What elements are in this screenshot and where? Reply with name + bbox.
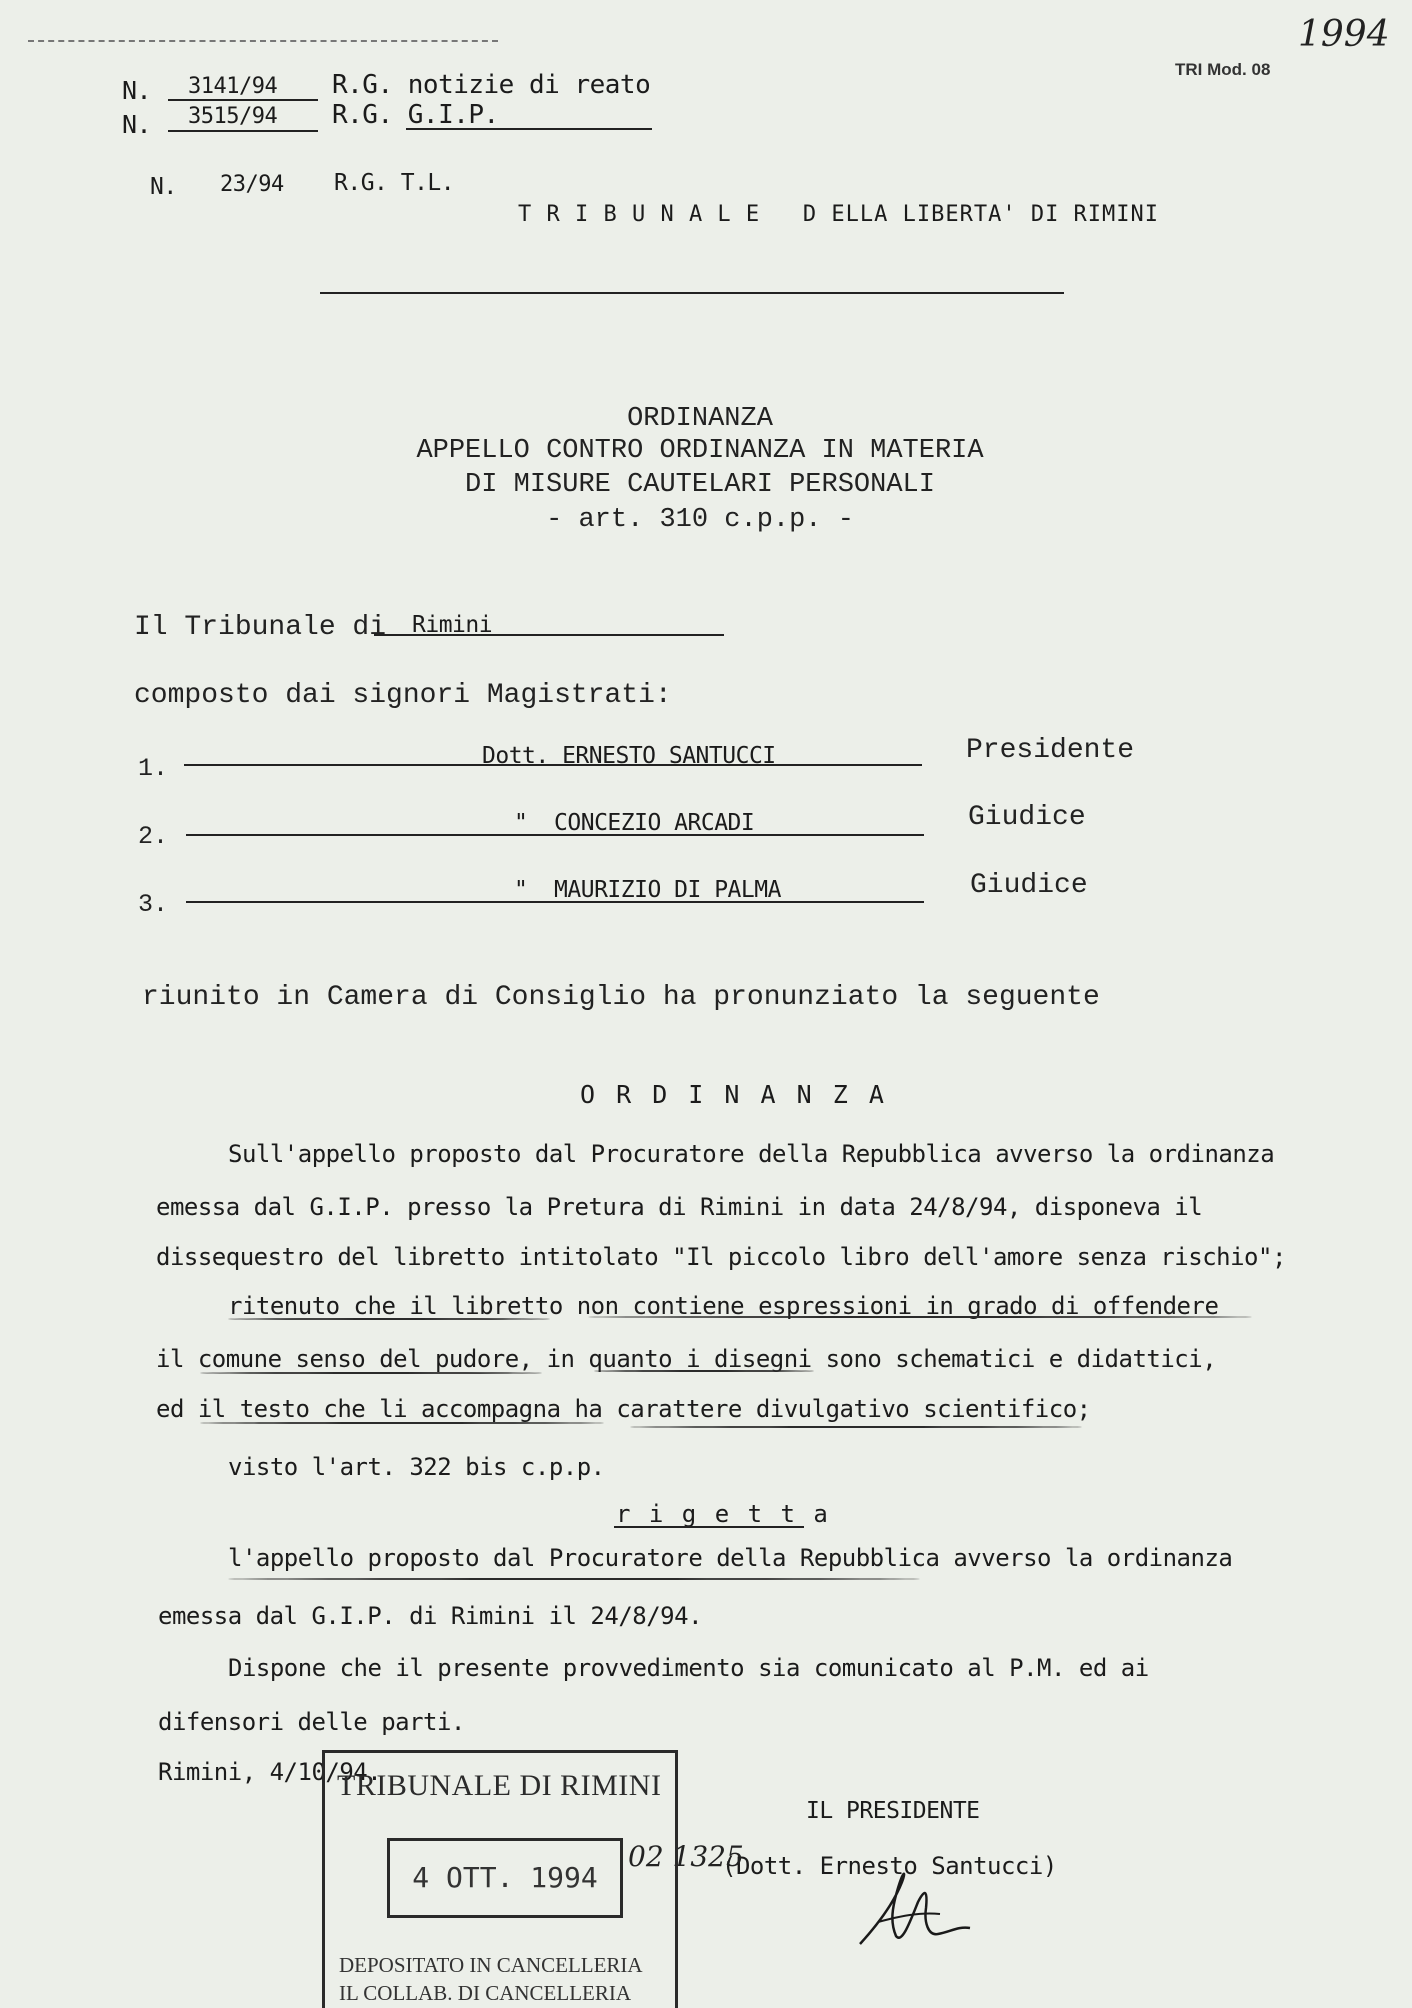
reg1-underline <box>168 99 318 101</box>
reg3-number: 23/94 <box>220 172 284 197</box>
court-value: Rimini <box>412 612 493 638</box>
heading-line2: APPELLO CONTRO ORDINANZA IN MATERIA <box>416 436 984 466</box>
stamp-clerk-line: IL COLLAB. DI CANCELLERIA <box>339 1981 632 2005</box>
judge-num: 3. <box>138 890 169 919</box>
judge-name: " MAURIZIO DI PALMA <box>514 877 781 903</box>
court-title: T R I B U N A L E D ELLA LIBERTA' DI RIMINI <box>518 202 1160 227</box>
judge-role: Presidente <box>966 735 1135 766</box>
reg3-prefix: N. <box>150 174 177 200</box>
judge-underline <box>184 764 922 766</box>
handwritten-reference: 02 1325 <box>628 1840 744 1873</box>
handwritten-underline <box>630 1426 1082 1428</box>
judge-name: " CONCEZIO ARCADI <box>514 810 755 836</box>
court-label: Il Tribunale di <box>134 612 387 643</box>
reg3-label: R.G. T.L. <box>334 170 455 196</box>
judge-num: 1. <box>138 754 169 783</box>
judge-num: 2. <box>138 822 169 851</box>
heading-line1: ORDINANZA <box>627 404 773 434</box>
rigetta-underline <box>614 1526 804 1528</box>
body-paragraph: emessa dal G.I.P. presso la Pretura di Rimini in data 24/8/94, disponeva il <box>156 1193 1203 1221</box>
judge-underline <box>186 834 924 836</box>
body-paragraph: ed il testo che li accompagna ha carattere divulgativo scientifico; <box>156 1395 1091 1423</box>
judge-name: Dott. ERNESTO SANTUCCI <box>482 743 776 769</box>
year-handwritten-note: 1994 <box>1298 14 1390 55</box>
order-title: O R D I N A N Z A <box>580 1080 887 1109</box>
body-paragraph: ritenuto che il libretto non contiene espressioni in grado di offendere <box>228 1292 1219 1320</box>
body-paragraph: Sull'appello proposto dal Procuratore della Repubblica avverso la ordinanza <box>228 1140 1275 1168</box>
handwritten-underline <box>588 1316 1252 1318</box>
court-underline <box>374 634 724 636</box>
composed-label: composto dai signori Magistrati: <box>134 680 672 711</box>
rigetta-heading: r i g e t t a <box>616 1500 830 1528</box>
handwritten-underline <box>228 1578 920 1580</box>
body-paragraph: emessa dal G.I.P. di Rimini il 24/8/94. <box>158 1602 703 1630</box>
reg2-number: 3515/94 <box>188 104 278 129</box>
handwritten-underline <box>200 1372 542 1374</box>
reg2-label-underline <box>406 128 652 130</box>
stamp-deposit-line: DEPOSITATO IN CANCELLERIA <box>339 1953 643 1977</box>
reg2-label: R.G. G.I.P. <box>332 100 499 130</box>
stamp-date: 4 OTT. 1994 <box>387 1838 623 1918</box>
session-line: riunito in Camera di Consiglio ha pronunziato la seguente <box>142 982 1100 1013</box>
president-signature <box>840 1852 1000 1962</box>
body-paragraph: visto l'art. 322 bis c.p.p. <box>228 1453 605 1481</box>
heading-line4: - art. 310 c.p.p. - <box>546 505 854 535</box>
handwritten-underline <box>228 1318 550 1320</box>
top-dashes <box>28 40 498 42</box>
president-name: (Dott. Ernesto Santucci) <box>722 1852 1057 1880</box>
body-paragraph: difensori delle parti. <box>158 1708 465 1736</box>
body-paragraph: il comune senso del pudore, in quanto i disegni sono schematici e didattici, <box>156 1345 1217 1373</box>
reg1-number: 3141/94 <box>188 74 278 99</box>
handwritten-underline <box>200 1422 604 1424</box>
body-paragraph: l'appello proposto dal Procuratore della Repubblica avverso la ordinanza <box>228 1544 1233 1572</box>
reg1-prefix: N. <box>122 76 152 105</box>
form-code: TRI Mod. 08 <box>1175 60 1271 79</box>
reg2-prefix: N. <box>122 110 152 139</box>
reg2-underline <box>168 130 318 132</box>
heading-line3: DI MISURE CAUTELARI PERSONALI <box>465 470 935 500</box>
place-date: Rimini, 4/10/94. <box>158 1758 382 1786</box>
stamp-title: TRIBUNALE DI RIMINI <box>337 1769 662 1802</box>
body-paragraph: dissequestro del libretto intitolato "Il piccolo libro dell'amore senza rischio"; <box>156 1243 1286 1271</box>
court-stamp <box>322 1750 678 2008</box>
reg1-label: R.G. notizie di reato <box>332 70 651 100</box>
court-title-rule <box>320 292 1064 294</box>
handwritten-underline <box>594 1370 814 1372</box>
body-paragraph: Dispone che il presente provvedimento sia comunicato al P.M. ed ai <box>228 1654 1149 1682</box>
judge-role: Giudice <box>968 802 1086 833</box>
judge-underline <box>186 901 924 903</box>
judge-role: Giudice <box>970 870 1088 901</box>
president-title: IL PRESIDENTE <box>806 1798 980 1824</box>
